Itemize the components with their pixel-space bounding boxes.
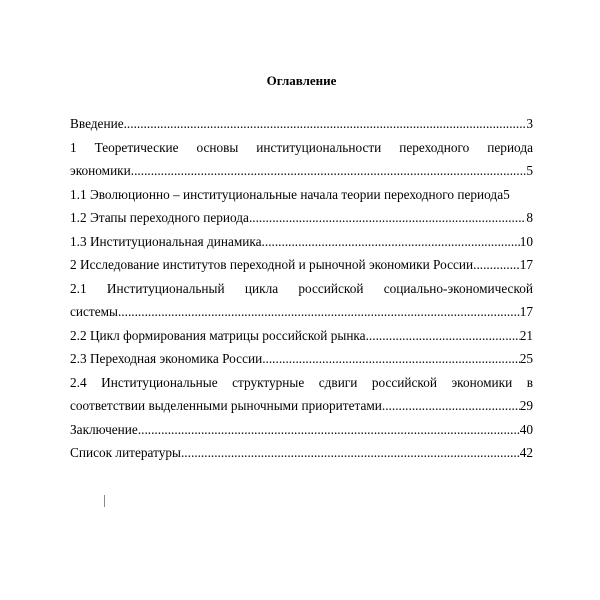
toc-entry-label: 2 Исследование институтов переходной и рыночной экономики России [70,257,474,272]
toc-leader-dots [181,441,520,465]
toc-leader-dots [262,347,520,371]
toc-page-number: 10 [519,233,533,249]
toc-entry-label: 2.3 Переходная экономика России [70,351,263,366]
toc-title: Оглавление [266,73,337,88]
toc-entry-chapter-1[interactable] [70,159,533,183]
toc-entry-1-1[interactable] [70,183,533,207]
toc-entry-chapter-1-line-1[interactable]: 1 Теоретические основы институциональности переходного периода [70,139,533,155]
toc-entry-2-3[interactable] [70,347,533,371]
toc-entry-introduction[interactable] [70,112,533,136]
toc-entry-label: Введение [70,116,124,131]
toc-page-number: 17 [519,304,533,319]
toc-leader-dots [138,418,520,442]
toc-entry-label: соответствии выделенными рыночными приоритетами [70,398,382,413]
toc-page-number: 25 [519,351,533,366]
toc-leader-dots [131,159,527,183]
toc-entry-2-4-line-1[interactable]: 2.4 Институциональные структурные сдвиги российской экономики в [70,374,533,390]
toc-page-number: 3 [526,116,533,131]
toc-entry-label: 1.3 Институциональная динамика [70,233,262,249]
toc-page-number: 17 [519,257,533,272]
toc-leader-dots [382,394,520,418]
toc-leader-dots [366,324,520,348]
text-cursor [104,495,105,507]
toc-entry-2-2[interactable] [70,324,533,348]
toc-entry-label: Список литературы [70,445,181,460]
toc-entry-label: экономики [70,163,131,178]
toc-entry-label: 2.2 Цикл формирования матрицы российской рынка [70,327,366,343]
toc-leader-dots [249,206,526,230]
toc-page-number: 40 [519,421,533,437]
toc-entry-references[interactable] [70,441,533,465]
toc-entry-label: 1.1 Эволюционно – институциональные начала теории переходного периода [70,186,504,202]
table-of-contents [70,112,533,465]
toc-entry-1-3[interactable] [70,230,533,254]
toc-leader-dots [473,253,520,277]
toc-entry-label: системы [70,304,118,319]
toc-entry-2-1-line-1[interactable]: 2.1 Институциональный цикла российской социально-экономической [70,280,533,296]
toc-entry-2-1[interactable] [70,300,533,324]
toc-leader-dots [124,112,527,136]
toc-entry-label: Заключение [70,421,138,437]
toc-page-number: 5 [526,163,533,178]
toc-page-number: 29 [519,398,533,413]
toc-entry-chapter-2[interactable] [70,253,533,277]
toc-entry-2-4[interactable] [70,394,533,418]
toc-entry-1-2[interactable] [70,206,533,230]
toc-page-number: 5 [503,186,510,202]
toc-page-number: 42 [519,445,533,460]
toc-leader-dots [262,230,520,254]
toc-leader-dots [118,300,520,324]
toc-page-number: 8 [526,210,533,225]
toc-entry-conclusion[interactable] [70,418,533,442]
toc-page-number: 21 [519,327,533,343]
toc-entry-label: 1.2 Этапы переходного периода [70,210,249,225]
